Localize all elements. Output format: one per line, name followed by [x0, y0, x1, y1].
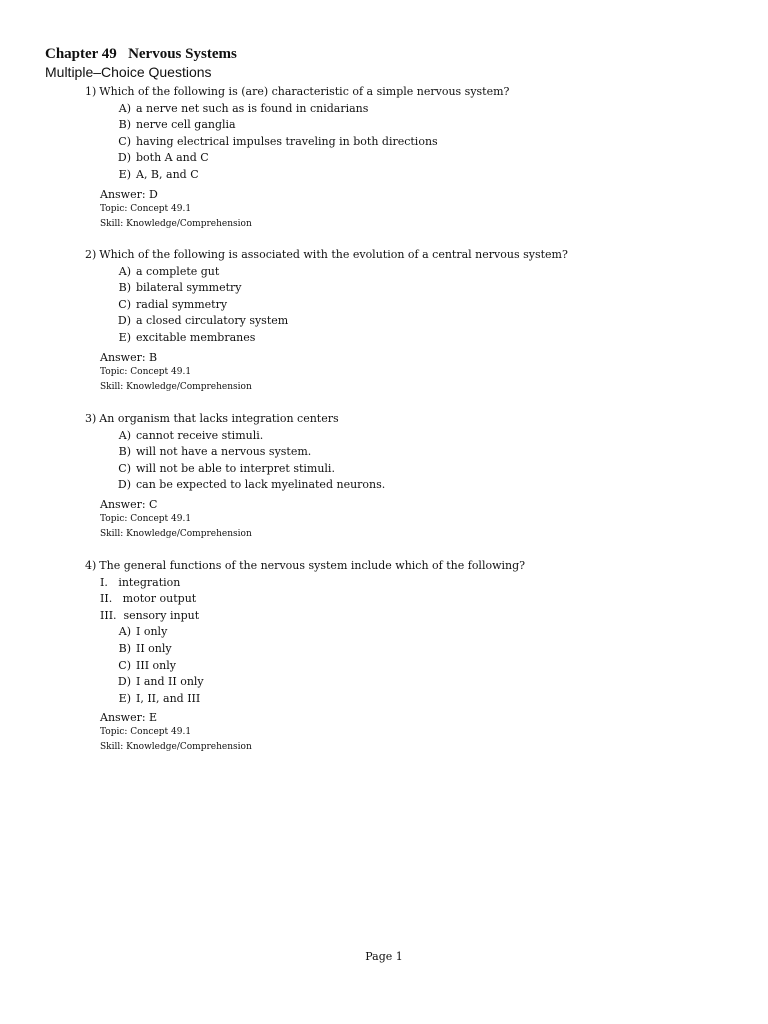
option-d [85, 674, 725, 691]
chapter-heading [45, 46, 237, 63]
option-letter: D) [117, 314, 131, 328]
question-1 [85, 84, 725, 232]
answer-options [85, 624, 725, 707]
option-b [85, 280, 725, 297]
option-text: a closed circulatory system [136, 314, 289, 328]
question-stem [85, 84, 725, 101]
option-letter: C) [118, 658, 131, 672]
option-text: will not be able to interpret stimuli. [136, 461, 335, 475]
page-number: Page 1 [365, 950, 403, 963]
option-a [85, 264, 725, 281]
topic-label: Topic: Concept 49.1 [100, 366, 192, 377]
option-e [85, 691, 725, 708]
option-letter: A) [118, 428, 131, 442]
chapter-title: Nervous Systems [128, 46, 237, 62]
question-number: 1) [85, 85, 97, 98]
option-letter: B) [118, 281, 131, 295]
question-stem [85, 558, 725, 575]
option-b [85, 444, 725, 461]
skill-label: Skill: Knowledge/Comprehension [100, 528, 252, 539]
option-letter: B) [118, 641, 131, 655]
option-letter: A) [118, 264, 131, 278]
option-text: bilateral symmetry [136, 281, 242, 295]
option-letter: E) [118, 167, 131, 181]
option-letter: D) [117, 675, 131, 689]
question-text: Which of the following is associated with the evolution of a central nervous system? [99, 248, 568, 261]
question-number: 4) [85, 559, 97, 572]
option-a [85, 101, 725, 118]
skill-label: Skill: Knowledge/Comprehension [100, 218, 252, 229]
option-b [85, 641, 725, 658]
topic-label: Topic: Concept 49.1 [100, 727, 192, 738]
option-d [85, 313, 725, 330]
option-c [85, 658, 725, 675]
question-3 [85, 411, 725, 542]
option-text: excitable membranes [136, 330, 256, 344]
option-text: I, II, and III [136, 691, 201, 705]
option-a [85, 624, 725, 641]
option-letter: E) [118, 330, 131, 344]
option-letter: D) [117, 151, 131, 165]
option-e [85, 167, 725, 184]
option-letter: B) [118, 118, 131, 132]
section-title: Multiple–Choice Questions [45, 64, 212, 80]
option-text: having electrical impulses traveling in both directions [136, 134, 438, 148]
option-c [85, 461, 725, 478]
option-text: I only [136, 625, 168, 639]
option-text: III only [136, 658, 176, 672]
option-text: II only [136, 641, 172, 655]
question-number: 3) [85, 412, 97, 425]
option-letter: E) [118, 691, 131, 705]
option-letter: A) [118, 101, 131, 115]
question-stem [85, 411, 725, 428]
question-number: 2) [85, 248, 97, 261]
option-text: A, B, and C [136, 167, 199, 181]
question-text: The general functions of the nervous system include which of the following? [99, 559, 526, 572]
option-letter: B) [118, 445, 131, 459]
option-letter: C) [118, 297, 131, 311]
question-2 [85, 247, 725, 395]
answer-options [85, 428, 725, 494]
skill-label: Skill: Knowledge/Comprehension [100, 742, 252, 753]
option-letter: C) [118, 134, 131, 148]
option-text: a nerve net such as is found in cnidarians [136, 101, 369, 115]
topic-label: Topic: Concept 49.1 [100, 513, 192, 524]
option-d [85, 477, 725, 494]
skill-label: Skill: Knowledge/Comprehension [100, 381, 252, 392]
option-c [85, 297, 725, 314]
option-text: both A and C [136, 151, 209, 165]
option-e [85, 330, 725, 347]
question-4 [85, 558, 725, 755]
question-text: An organism that lacks integration centers [99, 412, 339, 425]
option-text: cannot receive stimuli. [136, 428, 264, 442]
roman-item: III. sensory input [100, 608, 200, 622]
option-c [85, 134, 725, 151]
option-text: can be expected to lack myelinated neurons. [136, 478, 386, 492]
question-text: Which of the following is (are) characteristic of a simple nervous system? [99, 85, 510, 98]
option-letter: A) [118, 625, 131, 639]
question-stem [85, 247, 725, 264]
topic-label: Topic: Concept 49.1 [100, 203, 192, 214]
chapter-number: Chapter 49 [45, 46, 117, 62]
roman-item: II. motor output [100, 592, 197, 606]
answer-options [85, 101, 725, 184]
option-text: will not have a nervous system. [136, 445, 312, 459]
option-a [85, 428, 725, 445]
answer-key: Answer: B [100, 350, 158, 364]
answer-key: Answer: D [100, 187, 158, 201]
option-text: a complete gut [136, 264, 220, 278]
roman-item: I. integration [100, 575, 181, 589]
answer-key: Answer: E [100, 711, 158, 725]
option-text: radial symmetry [136, 297, 228, 311]
option-text: I and II only [136, 675, 204, 689]
answer-key: Answer: C [100, 497, 158, 511]
option-d [85, 150, 725, 167]
option-b [85, 117, 725, 134]
answer-options [85, 264, 725, 347]
option-letter: D) [117, 478, 131, 492]
option-letter: C) [118, 461, 131, 475]
option-text: nerve cell ganglia [136, 118, 236, 132]
